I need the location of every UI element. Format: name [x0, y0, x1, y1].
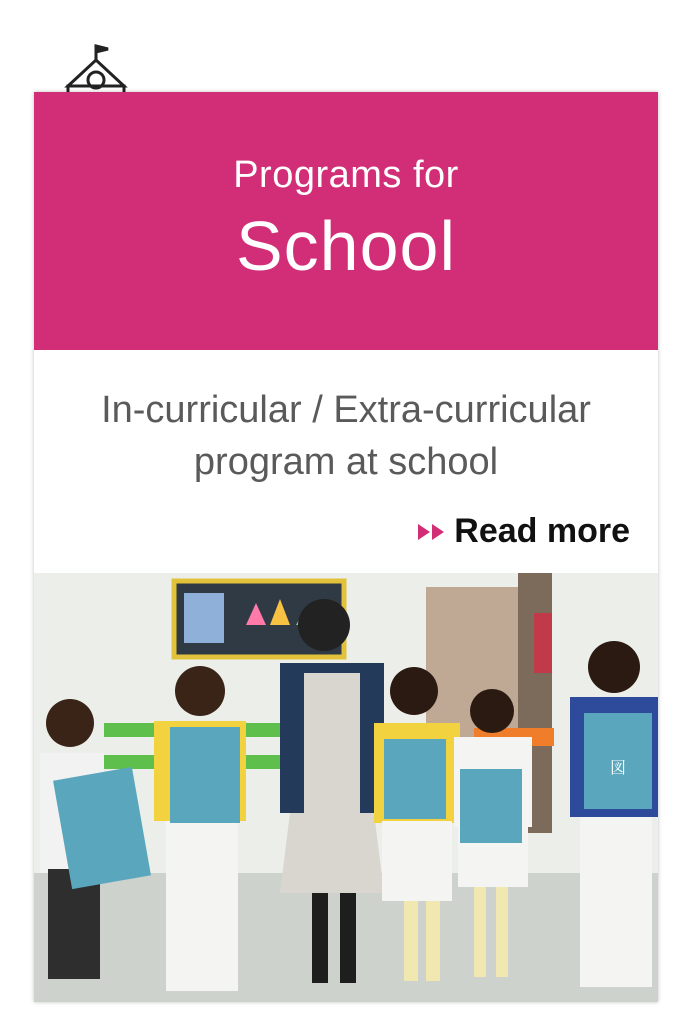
photo-illustration [34, 573, 658, 1002]
card-header [34, 92, 658, 350]
read-more-link[interactable] [418, 512, 630, 551]
program-description [34, 384, 658, 488]
program-card[interactable] [34, 92, 658, 1002]
description-line-2: program at school [193, 441, 499, 483]
description-line-1: In-curricular / Extra-curricular [101, 389, 591, 431]
read-more-label: Read more [454, 512, 630, 550]
double-arrow-right-icon [418, 524, 444, 540]
class-photo [34, 573, 658, 1002]
header-title: School [235, 207, 457, 285]
svg-text:図: 図 [609, 758, 627, 777]
header-subtitle: Programs for [233, 154, 459, 196]
